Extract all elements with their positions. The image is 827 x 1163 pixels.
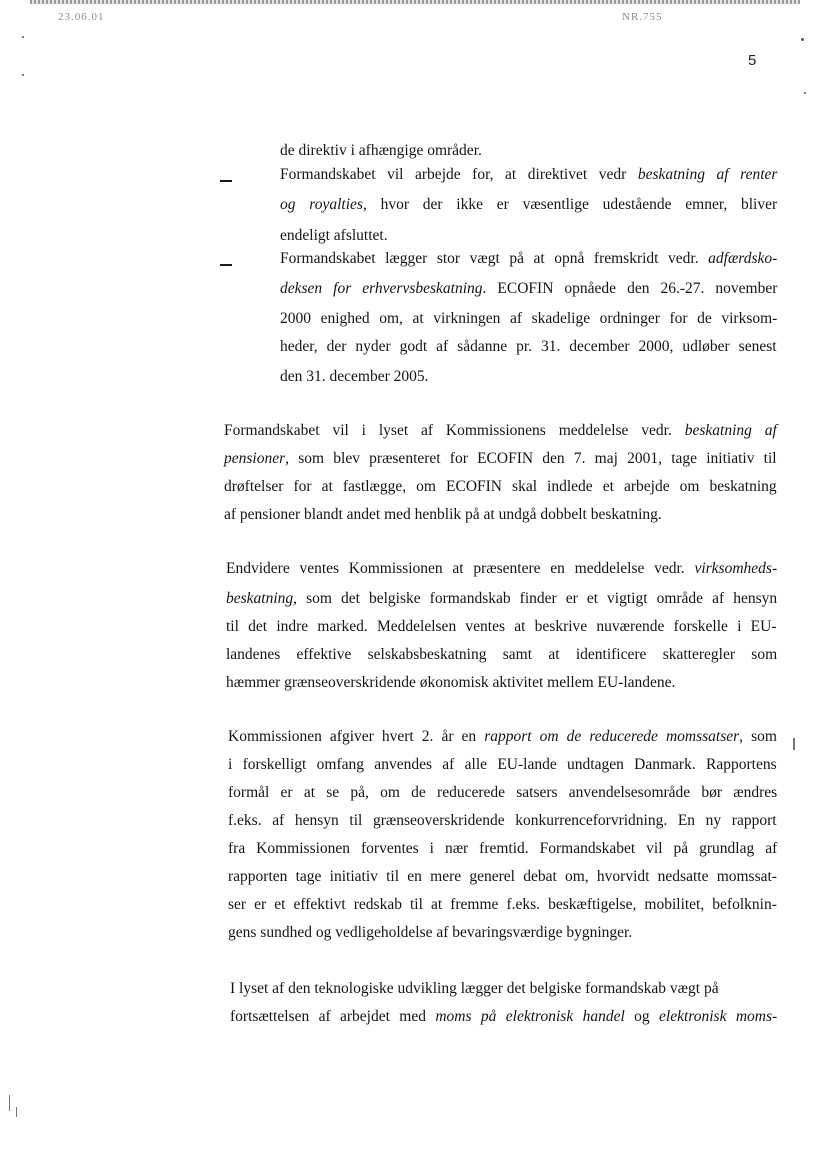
- text-line: fra Kommissionen forventes i nær fremtid. Formandskabet vil på grundlag af: [228, 840, 778, 857]
- text-line: deksen for erhvervsbeskatning. ECOFIN opnåede den 26.-27. november: [280, 280, 778, 297]
- text-line: ser er et effektivt redskab til at fremme f.eks. beskæftigelse, mobilitet, befolknin-: [228, 896, 777, 913]
- fax-header-left: 23.06.01: [58, 11, 105, 23]
- text-line: beskatning, som det belgiske formandskab finder er et vigtigt område af hensyn: [226, 590, 778, 607]
- text-line: de direktiv i afhængige områder.: [280, 142, 482, 159]
- text-line: pensioner, som blev præsenteret for ECOFIN den 7. maj 2001, tage initiativ til: [224, 450, 777, 467]
- margin-mark: [16, 1107, 17, 1117]
- text-line: landenes effektive selskabsbeskatning samt at identificere skatteregler som: [226, 646, 778, 663]
- text-line: af pensioner blandt andet med henblik på at undgå dobbelt beskatning.: [224, 506, 662, 523]
- bullet-dash: [220, 180, 232, 182]
- margin-mark: [793, 738, 795, 750]
- scan-speck: [804, 92, 806, 94]
- text-line: rapporten tage initiativ til en mere generel debat om, hvorvidt nedsatte momssat-: [228, 868, 777, 885]
- text-line: heder, der nyder godt af sådanne pr. 31. december 2000, udløber senest: [280, 338, 777, 355]
- scan-edge: [30, 0, 800, 4]
- text-line: i forskelligt omfang anvendes af alle EU-lande undtagen Danmark. Rapportens: [228, 756, 777, 773]
- page-number: 5: [748, 52, 757, 69]
- margin-mark: [9, 1095, 10, 1111]
- text-line: Formandskabet lægger stor vægt på at opnå fremskridt vedr. adfærdsko-: [280, 250, 778, 267]
- text-line: gens sundhed og vedligeholdelse af bevaringsværdige bygninger.: [228, 924, 633, 941]
- text-line: Formandskabet vil i lyset af Kommissionens meddelelse vedr. beskatning af: [224, 422, 777, 439]
- text-line: og royalties, hvor der ikke er væsentlige udestående emner, bliver: [280, 196, 778, 213]
- text-line: f.eks. af hensyn til grænseoverskridende konkurrenceforvridning. En ny rapport: [228, 812, 777, 829]
- text-line: Endvidere ventes Kommissionen at præsentere en meddelelse vedr. virksomheds-: [226, 560, 778, 577]
- text-line: endeligt afsluttet.: [280, 227, 388, 244]
- text-line: den 31. december 2005.: [280, 368, 429, 385]
- text-line: drøftelser for at fastlægge, om ECOFIN skal indlede et arbejde om beskatning: [224, 478, 777, 495]
- text-line: formål er at se på, om de reducerede satsers anvendelsesområde bør ændres: [228, 784, 778, 801]
- scan-speck: [801, 38, 804, 41]
- text-line: til det indre marked. Meddelelsen ventes at beskrive nuværende forskelle i EU-: [226, 618, 777, 635]
- bullet-dash: [220, 264, 232, 266]
- text-line: 2000 enighed om, at virkningen af skadelige ordninger for de virksom-: [280, 310, 778, 327]
- text-line: Formandskabet vil arbejde for, at direktivet vedr beskatning af renter: [280, 166, 778, 183]
- text-line: I lyset af den teknologiske udvikling lægger det belgiske formandskab vægt på: [230, 980, 719, 997]
- scan-speck: [22, 36, 24, 38]
- text-line: Kommissionen afgiver hvert 2. år en rapport om de reducerede momssatser, som: [228, 728, 777, 745]
- scan-speck: [22, 74, 24, 76]
- text-line: hæmmer grænseoverskridende økonomisk aktivitet mellem EU-landene.: [226, 674, 676, 691]
- fax-header-right: NR.755: [622, 11, 663, 23]
- text-line: fortsættelsen af arbejdet med moms på elektronisk handel og elektronisk moms-: [230, 1008, 778, 1025]
